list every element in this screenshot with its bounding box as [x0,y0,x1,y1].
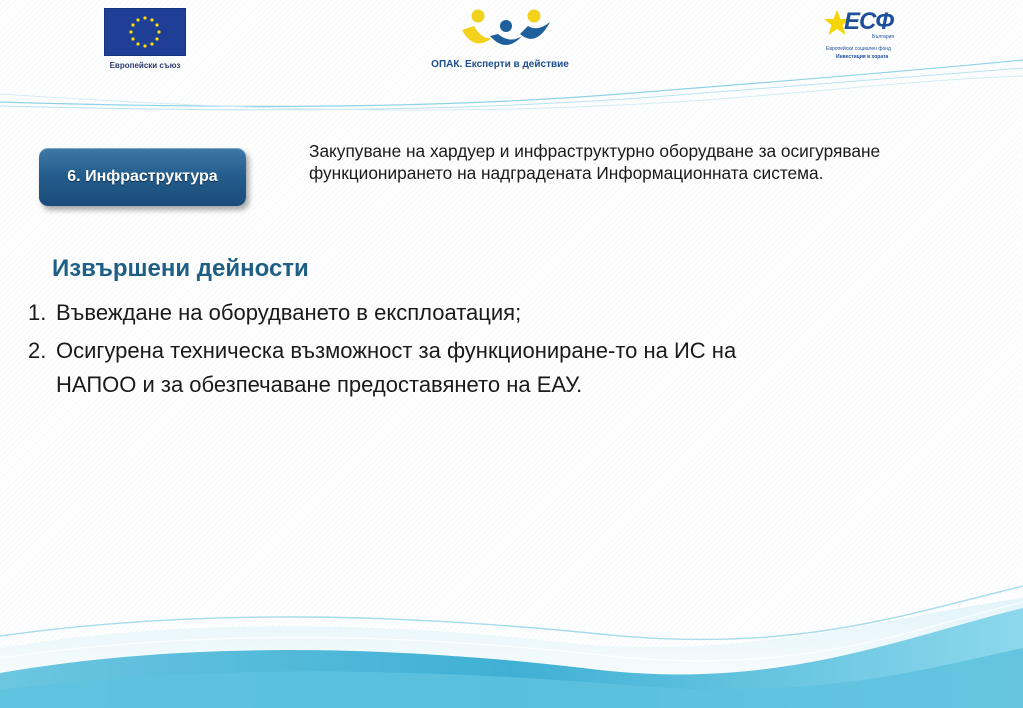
eu-logo [104,8,186,70]
esf-caption-line1: Европейски социален фонд [826,46,891,52]
opak-caption: ОПАК. Експерти в действие [431,59,569,70]
list-item-text: Осигурена техническа възможност за функциониране-то на ИС на НАПОО и за обезпечаване предоставянето на ЕАУ. [56,338,737,397]
eu-flag-icon [104,8,186,56]
opak-logo [410,4,590,70]
esf-caption-line2: Инвестиция в хората [836,54,889,60]
eu-caption: Европейски съюз [109,61,181,70]
list-item-number: 1. [28,300,47,325]
footer-wave [0,578,1023,708]
esf-country: България [872,34,895,40]
list-item [28,296,748,330]
section-description: Закупуване на хардуер и инфраструктурно оборудване за осигуряване функционирането на надградената Информационната система. [309,141,881,183]
opak-emblem-icon [440,4,560,56]
section-badge [39,148,246,206]
list-item-number: 2. [28,338,47,363]
list-item [28,334,748,402]
list-item-text: Въвеждане на оборудването в експлоатация; [56,300,522,325]
activities-list [28,296,748,406]
esf-letters: ЕСФ [844,8,894,35]
section-badge-label: 6. Инфраструктура [67,168,218,185]
activities-heading: Извършени дейности [52,255,309,282]
